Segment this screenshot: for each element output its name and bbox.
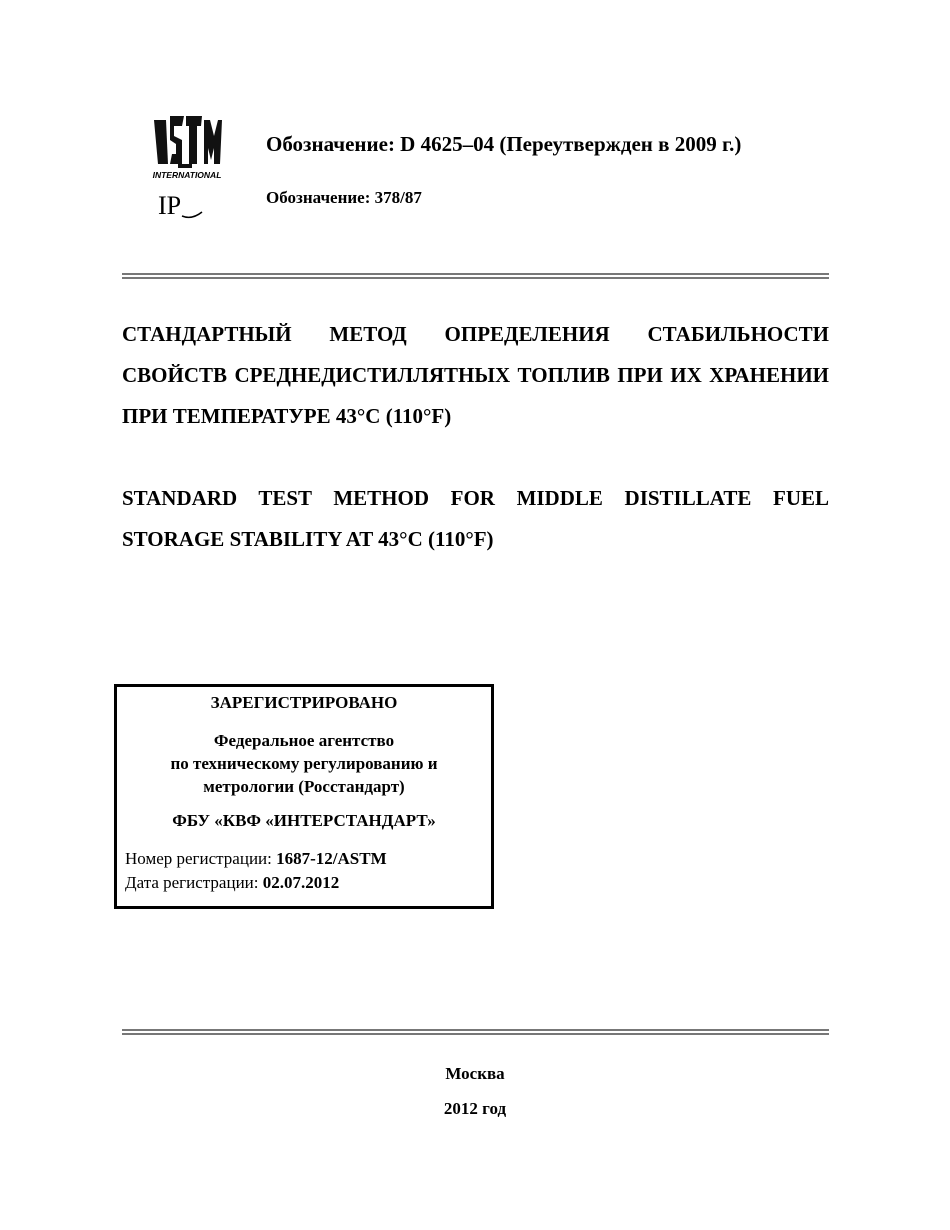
designation-main: Обозначение: D 4625–04 (Переутвержден в 2009 г.) [266, 132, 742, 156]
agency-line: метрологии (Росстандарт) [203, 777, 405, 796]
title-russian: СТАНДАРТНЫЙ МЕТОД ОПРЕДЕЛЕНИЯ СТАБИЛЬНОСТИ СВОЙСТВ СРЕДНЕДИСТИЛЛЯТНЫХ ТОПЛИВ ПРИ ИХ ХРАНЕНИИ ПРИ ТЕМПЕРАТУРЕ 43°C (110°F) [122, 322, 829, 428]
bottom-divider [122, 1029, 829, 1035]
registration-date [125, 873, 339, 893]
registration-heading: ЗАРЕГИСТРИРОВАНО [210, 693, 398, 712]
registration-agency [117, 729, 491, 798]
registration-number [125, 849, 387, 869]
ip-logo-text: IP [158, 191, 182, 220]
registration-box [114, 684, 494, 909]
publication-year: 2012 год [443, 1099, 507, 1118]
designation-ip: Обозначение: 378/87 [266, 188, 422, 207]
ip-logo [156, 190, 206, 220]
registration-number-value: 1687-12/ASTM [276, 849, 387, 868]
astm-international-logo [148, 112, 226, 182]
registration-date-label: Дата регистрации: [125, 873, 259, 892]
publication-city: Москва [445, 1064, 505, 1083]
registration-organization: ФБУ «КВФ «ИНТЕРСТАНДАРТ» [172, 811, 436, 830]
registration-number-label: Номер регистрации: [125, 849, 272, 868]
agency-line: Федеральное агентство [213, 731, 395, 750]
title-english: STANDARD TEST METHOD FOR MIDDLE DISTILLATE FUEL STORAGE STABILITY AT 43°C (110°F) [122, 486, 829, 551]
agency-line: по техническому регулированию и [170, 754, 438, 773]
registration-date-value: 02.07.2012 [262, 873, 340, 892]
astm-logo-caption: INTERNATIONAL [152, 170, 222, 180]
top-divider [122, 273, 829, 279]
